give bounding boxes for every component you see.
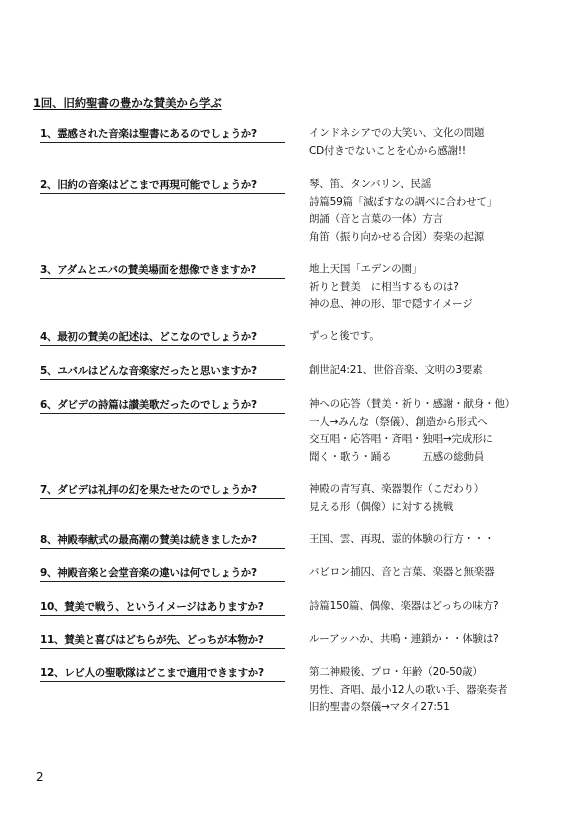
page-number: 2 <box>36 770 44 784</box>
answer-3 <box>309 261 571 314</box>
answer-line: 旧約聖書の祭儀→マタイ27:51 <box>309 701 450 713</box>
answer-line: 創世記4:21、世俗音楽、文明の3要素 <box>309 364 483 376</box>
answer-line: 神への応答（賛美・祈り・感謝・献身・他） <box>309 398 515 410</box>
question-6: 6、ダビデの詩篇は讃美歌だったのでしょうか? <box>40 399 285 414</box>
answer-line: 角笛（振り向かせる合図）奏楽の起源 <box>309 230 485 243</box>
answer-12 <box>309 664 571 717</box>
answer-line: 男性、斉唱、最小12人の歌い手、器楽奏者 <box>309 683 508 696</box>
answer-line: 見える形（偶像）に対する挑戦 <box>309 500 454 513</box>
answer-line: 詩篇59篇「滅ぼすなの調べに合わせて」 <box>309 195 498 208</box>
question-7: 7、ダビデは礼拝の幻を果たせたのでしょうか? <box>40 484 285 499</box>
answer-line: インドネシアでの大笑い、文化の問題 <box>309 127 485 139</box>
answer-line: バビロン捕囚、音と言葉、楽器と無楽器 <box>309 566 495 578</box>
answer-line: 交互唱・応答唱・斉唱・独唱→完成形に <box>309 433 493 445</box>
question-1: 1、霊感された音楽は聖書にあるのでしょうか? <box>40 128 285 143</box>
answer-line: 地上天国「エデンの園」 <box>309 263 423 275</box>
answer-line: CD付きでないことを心から感謝!! <box>309 144 466 157</box>
question-10: 10、賛美で戦う、というイメージはありますか? <box>40 601 285 616</box>
answer-line: 王国、雲、再現、霊的体験の行方・・・ <box>309 533 495 545</box>
answer-6 <box>309 396 571 466</box>
answer-line: 神の息、神の形、罪で隠すイメージ <box>309 298 473 310</box>
answer-9 <box>309 564 571 582</box>
answer-line: ルーアッハか、共鳴・連鎖か・・体験は? <box>309 633 499 645</box>
question-4: 4、最初の賛美の記述は、どこなのでしょうか? <box>40 331 285 346</box>
answer-5 <box>309 362 571 380</box>
answer-line: 琴、笛、タンバリン、民謡 <box>309 178 432 190</box>
answer-1 <box>309 125 571 160</box>
question-11: 11、賛美と喜びはどちらが先、どっちが本物か? <box>40 634 285 649</box>
answer-2 <box>309 176 571 246</box>
answer-line: 詩篇150篇、偶像、楽器はどっちの味方? <box>309 600 499 612</box>
answer-line: ずっと後です。 <box>309 330 380 342</box>
answer-11 <box>309 631 571 649</box>
question-3: 3、アダムとエバの賛美場面を想像できますか? <box>40 264 285 279</box>
question-5: 5、ユバルはどんな音楽家だったと思いますか? <box>40 365 285 380</box>
answer-line: 神殿の青写真、楽器製作（こだわり） <box>309 483 485 495</box>
question-2: 2、旧約の音楽はどこまで再現可能でしょうか? <box>40 179 285 194</box>
answer-line: 一人→みんな（祭儀）、創造から形式へ <box>309 415 488 428</box>
question-12: 12、レビ人の聖歌隊はどこまで適用できますか? <box>40 667 285 682</box>
answer-line: 祈りと賛美 に相当するものは? <box>309 280 459 293</box>
question-9: 9、神殿音楽と会堂音楽の違いは何でしょうか? <box>40 567 285 582</box>
page-title: 1回、旧約聖書の豊かな賛美から学ぶ <box>33 96 222 110</box>
answer-line: 朗誦（音と言葉の一体）方言 <box>309 213 443 225</box>
answer-line: 第二神殿後、プロ・年齢（20-50歳） <box>309 666 483 678</box>
answer-line: 聞く・歌う・踊る 五感の総動員 <box>309 450 485 463</box>
answer-4 <box>309 328 571 346</box>
question-8: 8、神殿奉献式の最高潮の賛美は続きましたか? <box>40 534 285 549</box>
answer-8 <box>309 531 571 549</box>
answer-7 <box>309 481 571 516</box>
answer-10 <box>309 598 571 616</box>
